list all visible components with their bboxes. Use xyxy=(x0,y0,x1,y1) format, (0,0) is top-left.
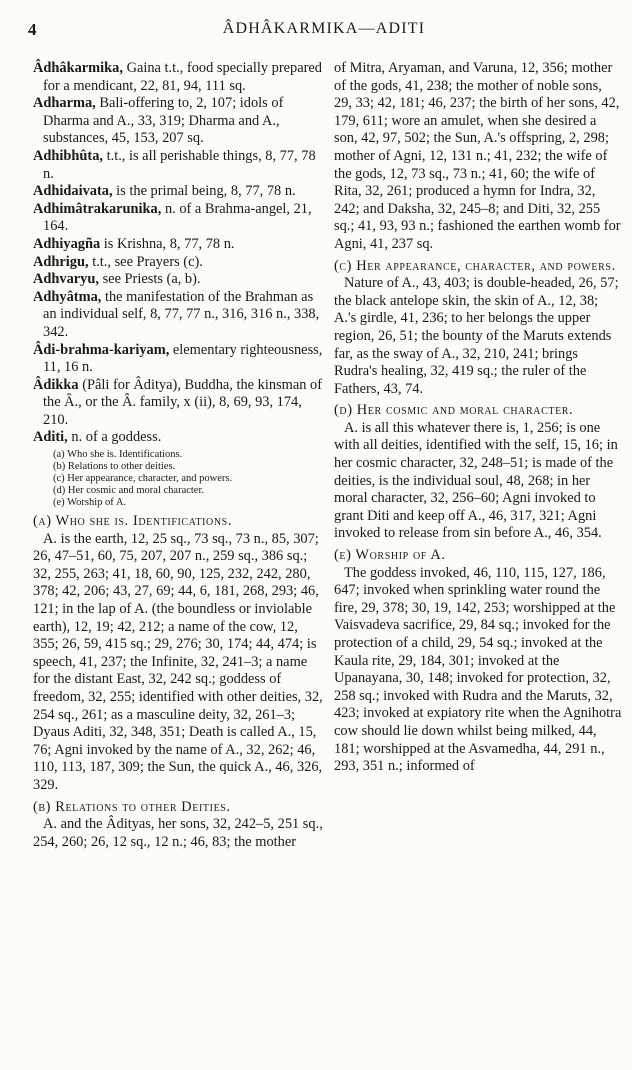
section-e-body: The goddess invoked, 46, 110, 115, 127, 186, 647; invoked when sprinkling water round the fire, 29, 378; 30, 19, 142, 253; worshipped at the Vaisvadeva sacrifice, 29, 84 sq.; invoked for the protection of a child, 29, 54 sq.; invoked at the Kaula rite, 29, 184, 301; invoked at the Upanayana, 30, 148; invoked for protection, 32, 258 sq.; invoked with Rudra and the Maruts, 32, 423; invoked at expiatory rite when the Agnihotra cow should lie down whilst being milked, 44, 181; worshipped at the Asvamedha, 44, 291 n., 293, 351 n.; informed of xyxy=(334,564,622,775)
section-a-body: A. is the earth, 12, 25 sq., 73 sq., 73 n., 85, 307; 26, 47–51, 60, 75, 207, 207 n., 259 sq., 386 sq.; 32, 255, 263; 41, 18, 60, 90, 125, 232, 242, 280, 378; 42, 206; 43, 27, 69; 44, 6, 181, 268, 293; 46, 121; in the lap of A. (the boundless or inviolable earth), 12, 19; 42, 212; a name of the cow, 12, 355; 26, 59, 415 sq.; 29, 276; 30, 174; 44, 474; is speech, 41, 237; the Infinite, 32, 241–3; a name for the distant East, 32, 242 sq.; goddess of freedom, 32, 255; identified with other deities, 32, 254 sq., 261; as a masculine deity, 32, 261–3; Dyaus Aditi, 32, 348, 351; Death is called A., 15, 76; Agni invoked by the name of A., 32, 262; 46, 110, 113, 187, 309; the Sun, the quick A., 46, 326, 329. xyxy=(33,530,323,793)
page-header xyxy=(28,20,620,44)
entry-headword: Adhyâtma, xyxy=(33,288,102,305)
page-number: 4 xyxy=(28,20,37,39)
index-entry xyxy=(33,377,325,430)
entry-text: see Priests (a, b). xyxy=(98,271,201,288)
entry-text: is Krishna, 8, 77, 78 n. xyxy=(100,235,235,252)
entry-headword: Adhrigu, xyxy=(33,253,89,270)
section-e-heading: (e) Worship of A. xyxy=(334,547,446,564)
subsection-item: (c) Her appearance, character, and powers. xyxy=(53,473,233,485)
section-a-heading: (a) Who she is. Identifications. xyxy=(33,513,233,530)
entry-text: t.t., is all perishable things, 8, 77, 78 n. xyxy=(43,147,316,182)
section-b-body: A. and the Âdityas, her sons, 32, 242–5, 251 sq., 254, 260; 26, 12 sq., 12 n.; 46, 83; the mother xyxy=(33,816,323,850)
entry-headword: Âdi-brahma-kariyam, xyxy=(33,341,170,358)
index-entry xyxy=(33,201,325,236)
left-column xyxy=(33,60,325,851)
section-c-body: Nature of A., 43, 403; is double-headed, 26, 57; the black antelope skin, the skin of A., 12, 38; A.'s girdle, 41, 236; to her belongs the upper region, 26, 51; the bounty of the Maruts extends far, as the sway of A., 32, 210, 241; brings Rudra's healing, 32, 419 sq.; the ruler of the Fathers, 43, 74. xyxy=(334,275,619,397)
entry-headword: Adhimâtrakarunika, xyxy=(33,200,162,217)
entry-headword: Âdikka xyxy=(33,376,79,393)
index-entry xyxy=(33,60,325,95)
index-entry xyxy=(33,254,325,272)
entry-headword: Âdhâkarmika, xyxy=(33,60,123,76)
section-b-heading: (b) Relations to other Deities. xyxy=(33,798,231,815)
section-d-heading: (d) Her cosmic and moral character. xyxy=(334,402,574,419)
entry-headword: Aditi, xyxy=(33,429,68,446)
section-c-heading: (c) Her appearance, character, and powers. xyxy=(334,257,616,274)
index-entry xyxy=(33,289,325,342)
entry-text: elementary righteousness, 11, 16 n. xyxy=(43,341,323,376)
index-entry-aditi xyxy=(33,429,325,447)
entry-text: the manifestation of the Brahman as an individual self, 8, 77, 77 n., 316, 316 n., 338, 342. xyxy=(43,288,320,340)
entry-headword: Adhiyagña xyxy=(33,235,101,252)
entry-headword: Adhibhûta, xyxy=(33,147,103,164)
section-d-body: A. is all this whatever there is, 1, 256; is one with all deities, identified with the self, 15, 16; in her cosmic character, 32, 248–51; is made of the deities, is the individual soul, 48, 268; in her moral character, 32, 256–60; Agni invoked to grant Diti and keep off A., 46, 317, 321; Agni invoked to release from sin before A., 46, 354. xyxy=(334,419,618,542)
aditi-subsection-list xyxy=(53,449,325,509)
subsection-item: (a) Who she is. Identifications. xyxy=(53,449,183,461)
subsection-item: (d) Her cosmic and moral character. xyxy=(53,485,205,497)
entry-text: (Pâli for Âditya), Buddha, the kinsman of the Â., or the Â. family, x (ii), 8, 69, 93, 174, 210. xyxy=(43,376,323,428)
entry-headword: Adhvaryu, xyxy=(33,271,99,288)
index-entry xyxy=(33,342,325,377)
index-entry xyxy=(33,148,325,183)
subsection-item: (b) Relations to other deities. xyxy=(53,461,176,473)
entry-text: is the primal being, 8, 77, 78 n. xyxy=(112,183,296,200)
entry-text: n. of a Brahma-angel, 21, 164. xyxy=(43,200,312,235)
entry-headword: Adhidaivata, xyxy=(33,183,113,200)
entry-headword: Adharma, xyxy=(33,95,96,112)
index-entry xyxy=(33,236,325,254)
section-b-continuation: of Mitra, Aryaman, and Varuna, 12, 356; mother of the gods, 41, 238; the mother of noble sons, 29, 33; 42, 181; 46, 237; the birth of her sons, 42, 179, 611; wore an amulet, when she desired a son, 42, 97, 502; the Sun, A.'s offspring, 2, 298; mother of Agni, 12, 131 n.; 41, 232; the wife of the gods, 12, 73 sq., 73 n.; 41, 60; the wife of Rita, 32, 261; produced a hymn for Indra, 32, 242; and Daksha, 32, 245–8; and Diti, 32, 255 sq.; 41, 93, 93 n.; fashioned the earthen womb for Agni, 41, 237 sq. xyxy=(334,60,621,252)
running-title: ÂDHÂKARMIKA—ADITI xyxy=(222,20,426,37)
subsection-item: (e) Worship of A. xyxy=(53,497,127,509)
entry-text: Gaina t.t., food specially prepared for a mendicant, 22, 81, 94, 111 sq. xyxy=(43,60,322,94)
right-column xyxy=(334,60,622,776)
index-entry xyxy=(33,271,325,289)
index-entry xyxy=(33,95,325,148)
entry-text: t.t., see Prayers (c). xyxy=(88,253,203,270)
entry-text: n. of a goddess. xyxy=(67,429,162,446)
entry-text: Bali-offering to, 2, 107; idols of Dharma and A., 33, 319; Dharma and A., substances, 45, 153, 207 sq. xyxy=(43,95,284,147)
index-entry xyxy=(33,183,325,201)
